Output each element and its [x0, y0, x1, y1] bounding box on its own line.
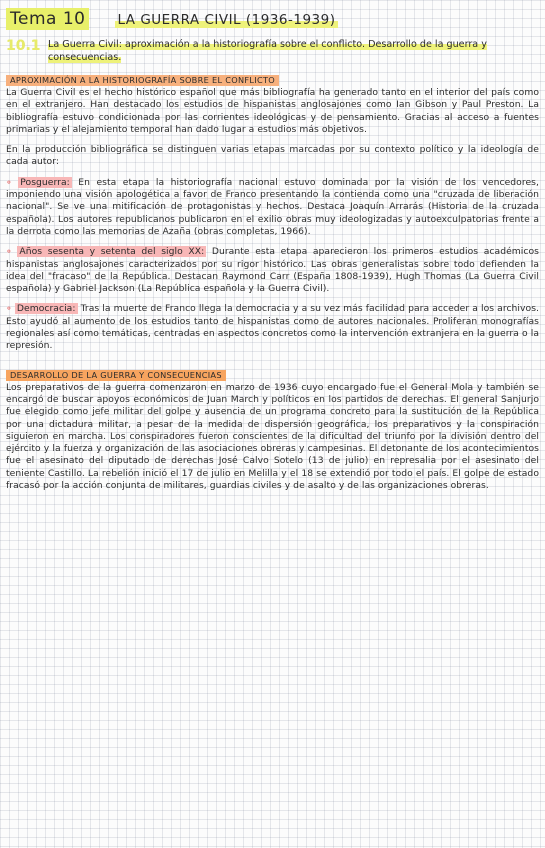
bullet-icon: ∘ — [6, 176, 12, 188]
etapa-text: Durante esta etapa aparecieron los primeros estudios académicos hispanistas anglosajones caracterizados por su rigor histórico. Las obras generalistas sobre todo defienden la idea del "fracaso" de la República. Destacan Raymond Carr (España 1808-1939), Hugh Thomas (La Guerra Civil española) y Gabriel Jackson (La República española y la Guerra Civil). — [6, 246, 539, 295]
etapa-item — [6, 246, 539, 295]
etapa-lead: Democracia: — [16, 303, 76, 315]
topic-label: Tema 10 — [6, 8, 89, 30]
section-intro-paragraph: La Guerra Civil es el hecho histórico español que más bibliografía ha generado tanto en el interior del país como en el extranjero. Han destacado los estudios de hispanistas anglosajones como Ian Gibson y Paul Preston. La bibliografía estuvo condicionada por las corrientes ideológicas y de pensamiento. Gracias al acceso a fuentes primarias y el alejamiento temporal han dado lugar a estudios más objetivos. — [6, 87, 539, 135]
etapas-paragraph: En la producción bibliográfica se distinguen varias etapas marcadas por su contexto político y la ideología de cada autor: — [6, 144, 539, 168]
etapa-item — [6, 303, 539, 352]
section-heading-desarrollo: DESARROLLO DE LA GUERRA Y CONSECUENCIAS — [6, 370, 226, 381]
etapa-text: En esta etapa la historiografía nacional estuvo dominada por la visión de los vencedores, imponiendo una visión apologética a favor de Franco presentando la contienda como una "cruzada de liberación nacional". Se ve una mitificación de protagonistas y hechos. Destaca Joaquín Arrarás (Historia de la cruzada española). Los autores republicanos publicaron en el exilio obras muy ideologizadas y autoexculpatorias frente a la derrota como las memorias de Azaña (obras completas, 1966). — [6, 176, 539, 237]
section-historiografia — [6, 68, 539, 353]
subsection-title: La Guerra Civil: aproximación a la historiografía sobre el conflicto. Desarrollo de la guerra y consecuencias. — [48, 39, 487, 63]
section-heading-historiografia: APROXIMACIÓN A LA HISTORIOGRAFÍA SOBRE EL CONFLICTO — [6, 75, 279, 86]
etapa-lead: Años sesenta y setenta del siglo XX: — [19, 246, 205, 258]
bullet-icon: ∘ — [6, 246, 12, 258]
bullet-icon: ∘ — [6, 303, 12, 315]
etapa-item — [6, 177, 539, 238]
page-content — [6, 8, 539, 492]
etapa-text: Tras la muerte de Franco llega la democracia y a su vez más facilidad para acceder a los archivos. Esto ayudó al aumento de los estudios tanto de hispanistas como de autores nacionales. Proliferan monografías regionales así como temáticas, centradas en aspectos concretos como la intervención extranjera en la guerra o la represión. — [6, 303, 539, 352]
page-title: LA GUERRA CIVIL (1936-1939) — [117, 12, 336, 28]
etapa-lead: Posguerra: — [20, 176, 70, 188]
desarrollo-paragraph: Los preparativos de la guerra comenzaron en marzo de 1936 cuyo encargado fue el General Mola y también se encargó de buscar apoyos económicos de Juan March y políticos en los partidos de derechas. El general Sanjurjo fue elegido como jefe militar del golpe y ausencia de un programa concreto para la sustitución de la República por una dictadura militar, a pesar de la medida de dispersión geográfica, los preparativos y la conspiración siguieron en marcha. Los conspiradores fueron conscientes de la dificultad del triunfo por la división dentro del ejército y la fuerza y organización de las asociaciones obreras y campesinas. El detonante de los acontecimientos fue el asesinato del diputado de derechas José Calvo Sotelo (13 de julio) en represalia por el asesinato del teniente Castillo. La rebelión inició el 17 de julio en Melilla y el 18 se extendió por todo el país. El golpe de estado fracasó por la acción conjunta de militares, guardias civiles y de asalto y de las organizaciones obreras. — [6, 381, 539, 492]
section-desarrollo — [6, 363, 539, 493]
subsection-heading — [6, 38, 539, 64]
title-row — [6, 8, 539, 36]
subsection-number: 10.1 — [6, 38, 41, 54]
